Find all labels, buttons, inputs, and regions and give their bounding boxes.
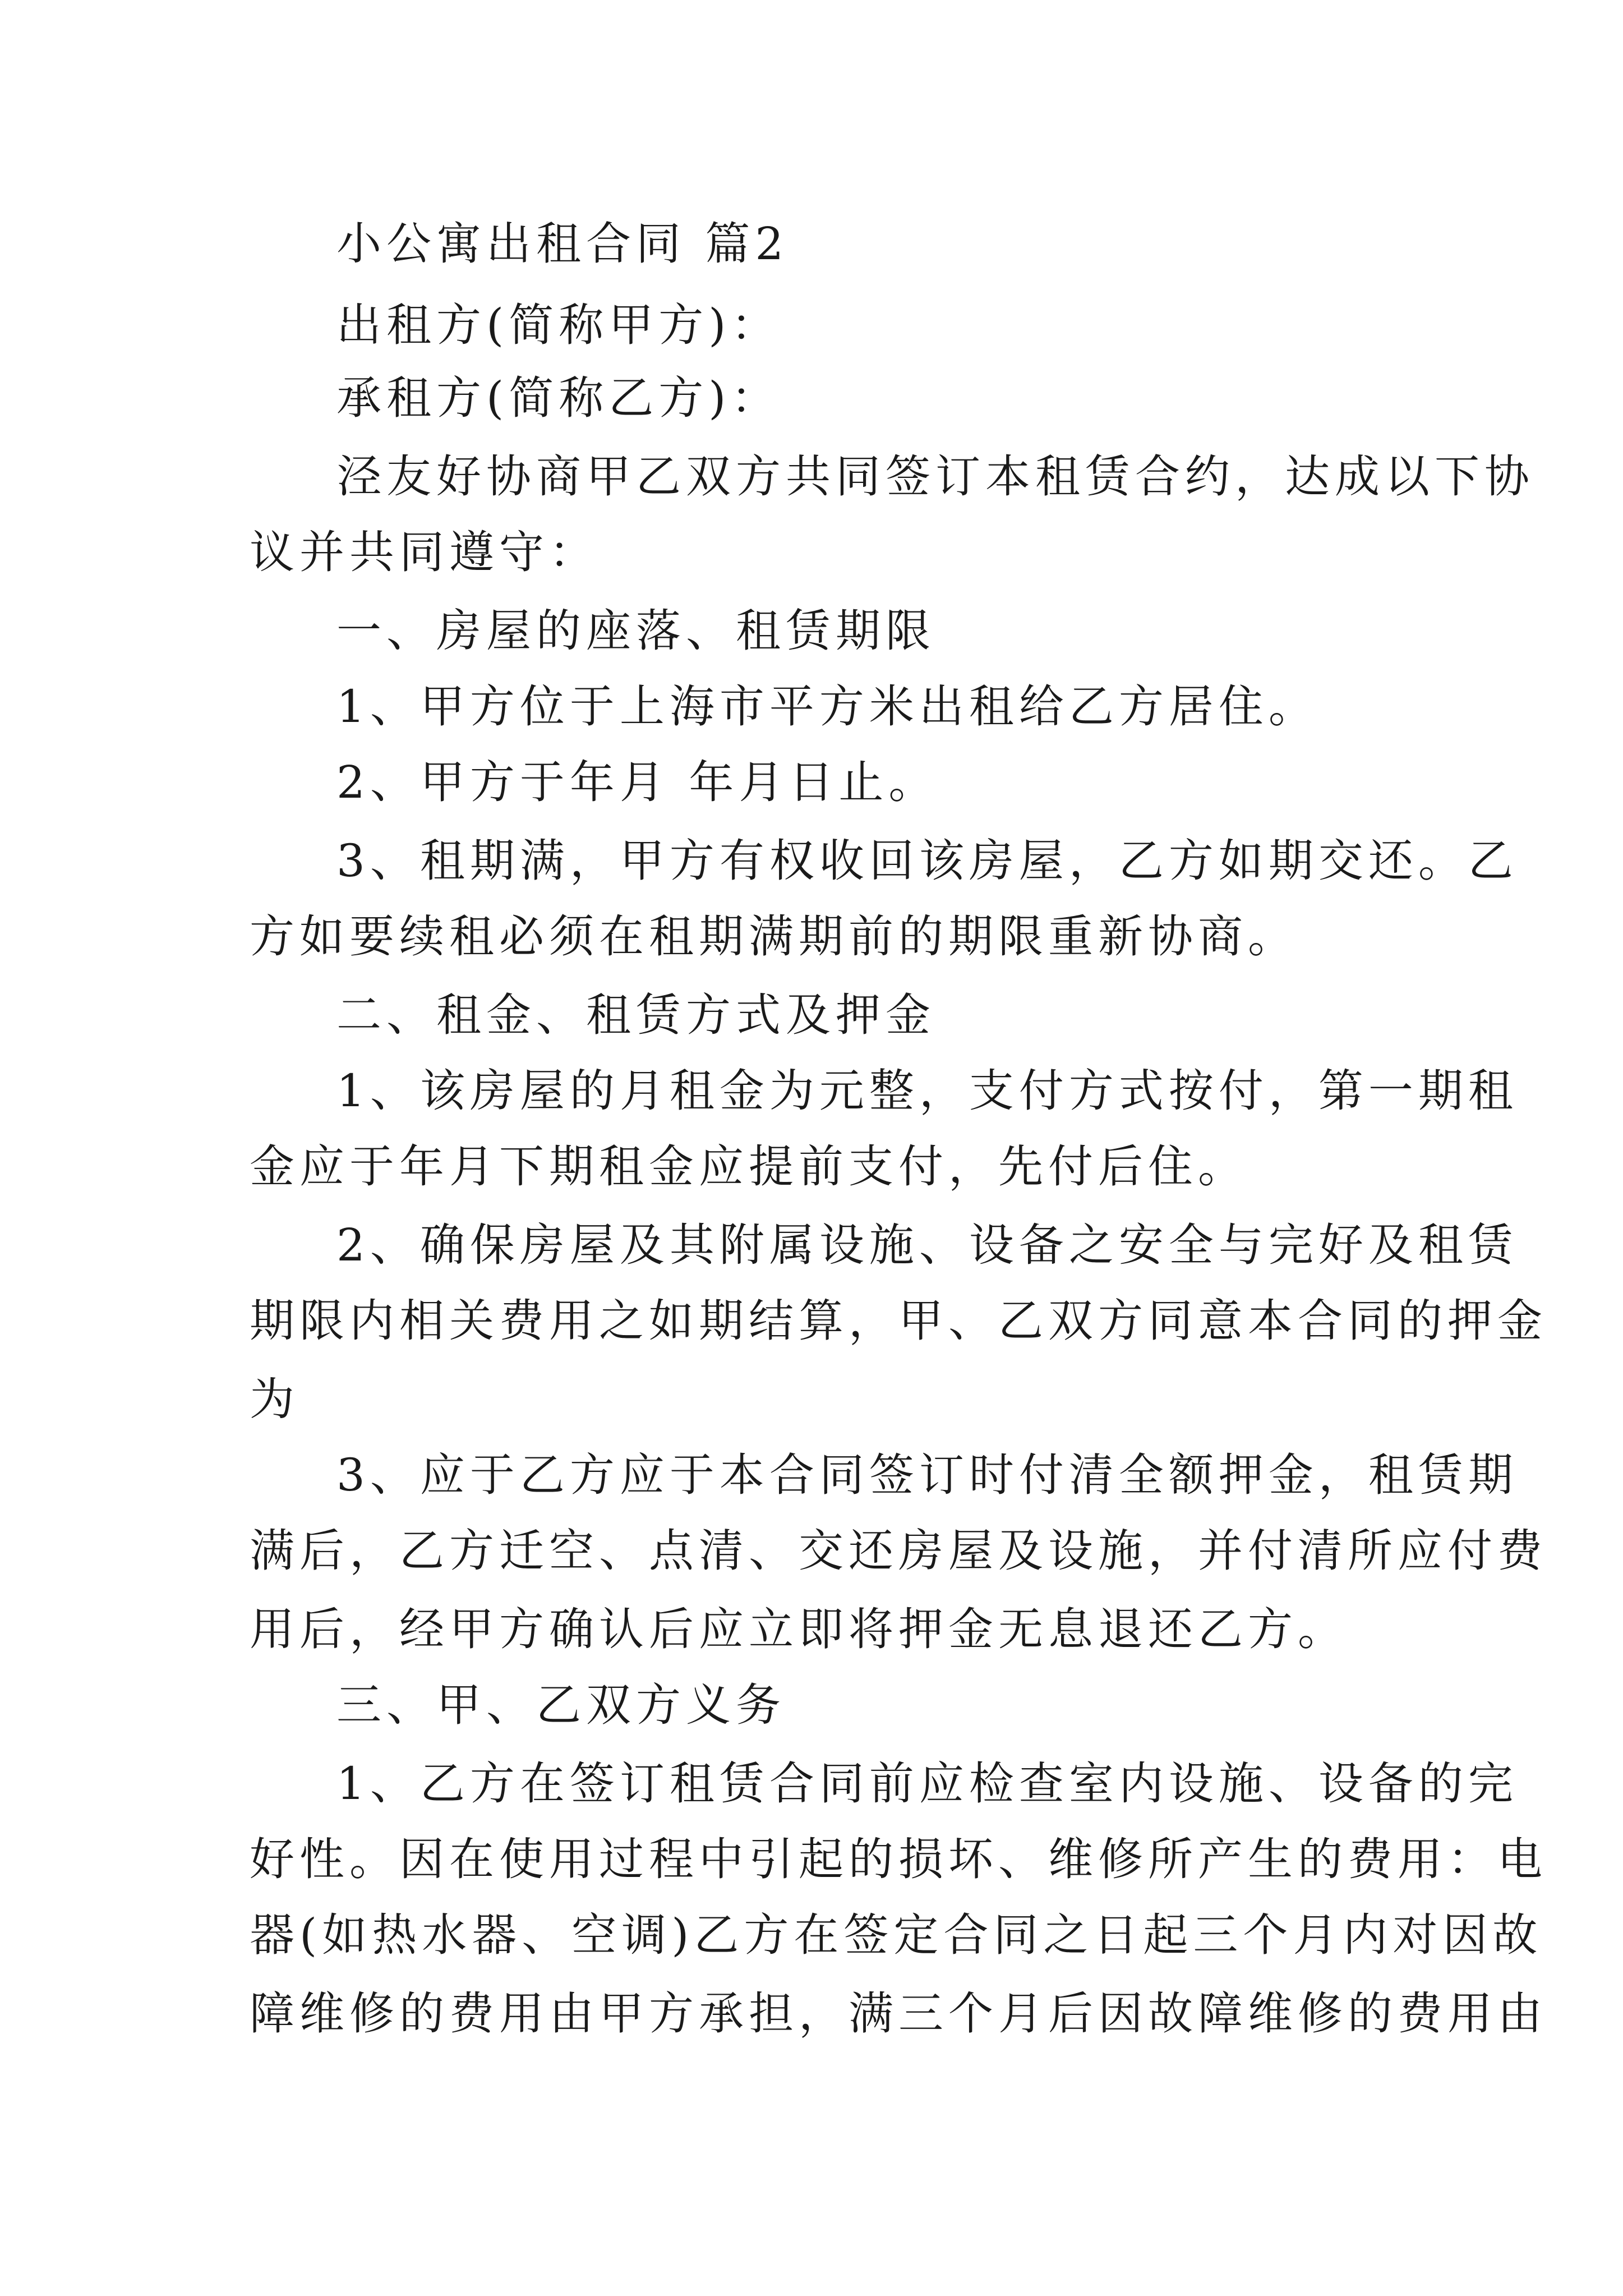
paragraph-line: 1、甲方位于上海市平方米出租给乙方居住。 bbox=[336, 680, 1318, 733]
paragraph-line: 金应于年月下期租金应提前支付，先付后住。 bbox=[250, 1140, 1248, 1193]
paragraph-line: 泾友好协商甲乙双方共同签订本租赁合约，达成以下协 bbox=[336, 450, 1534, 503]
document-title: 小公寓出租合同 篇2 bbox=[336, 218, 789, 270]
lessor-line: 出租方(简称甲方)： bbox=[336, 299, 781, 351]
paragraph-line: 2、甲方于年月 年月日止。 bbox=[336, 756, 939, 808]
paragraph-line: 1、乙方在签订租赁合同前应检查室内设施、设备的完 bbox=[336, 1757, 1518, 1810]
section-heading: 一、房屋的座落、租赁期限 bbox=[336, 605, 935, 657]
paragraph-line: 3、应于乙方应于本合同签订时付清全额押金，租赁期 bbox=[336, 1449, 1518, 1501]
section-heading: 二、租金、租赁方式及押金 bbox=[336, 989, 935, 1041]
paragraph-line: 障维修的费用由甲方承担，满三个月后因故障维修的费用由 bbox=[250, 1987, 1547, 2040]
paragraph-line: 1、该房屋的月租金为元整，支付方式按付，第一期租 bbox=[336, 1065, 1518, 1117]
paragraph-line: 期限内相关费用之如期结算，甲、乙双方同意本合同的押金 bbox=[250, 1295, 1547, 1347]
paragraph-line: 用后，经甲方确认后应立即将押金无息退还乙方。 bbox=[250, 1603, 1348, 1655]
lessee-line: 承租方(简称乙方)： bbox=[336, 372, 781, 424]
paragraph-line: 方如要续租必须在租期满期前的期限重新协商。 bbox=[250, 910, 1298, 963]
paragraph-line: 2、确保房屋及其附属设施、设备之安全与完好及租赁 bbox=[336, 1219, 1518, 1271]
paragraph-line: 满后，乙方迁空、点清、交还房屋及设施，并付清所应付费 bbox=[250, 1525, 1547, 1577]
paragraph-line: 3、租期满，甲方有权收回该房屋，乙方如期交还。乙 bbox=[336, 835, 1518, 887]
paragraph-line: 议并共同遵守： bbox=[250, 526, 599, 578]
section-heading: 三、甲、乙双方义务 bbox=[336, 1679, 786, 1731]
paragraph-line: 器(如热水器、空调)乙方在签定合同之日起三个月内对因故 bbox=[250, 1909, 1543, 1961]
paragraph-line: 好性。因在使用过程中引起的损坏、维修所产生的费用：电 bbox=[250, 1833, 1547, 1885]
paragraph-line: 为 bbox=[250, 1373, 299, 1425]
